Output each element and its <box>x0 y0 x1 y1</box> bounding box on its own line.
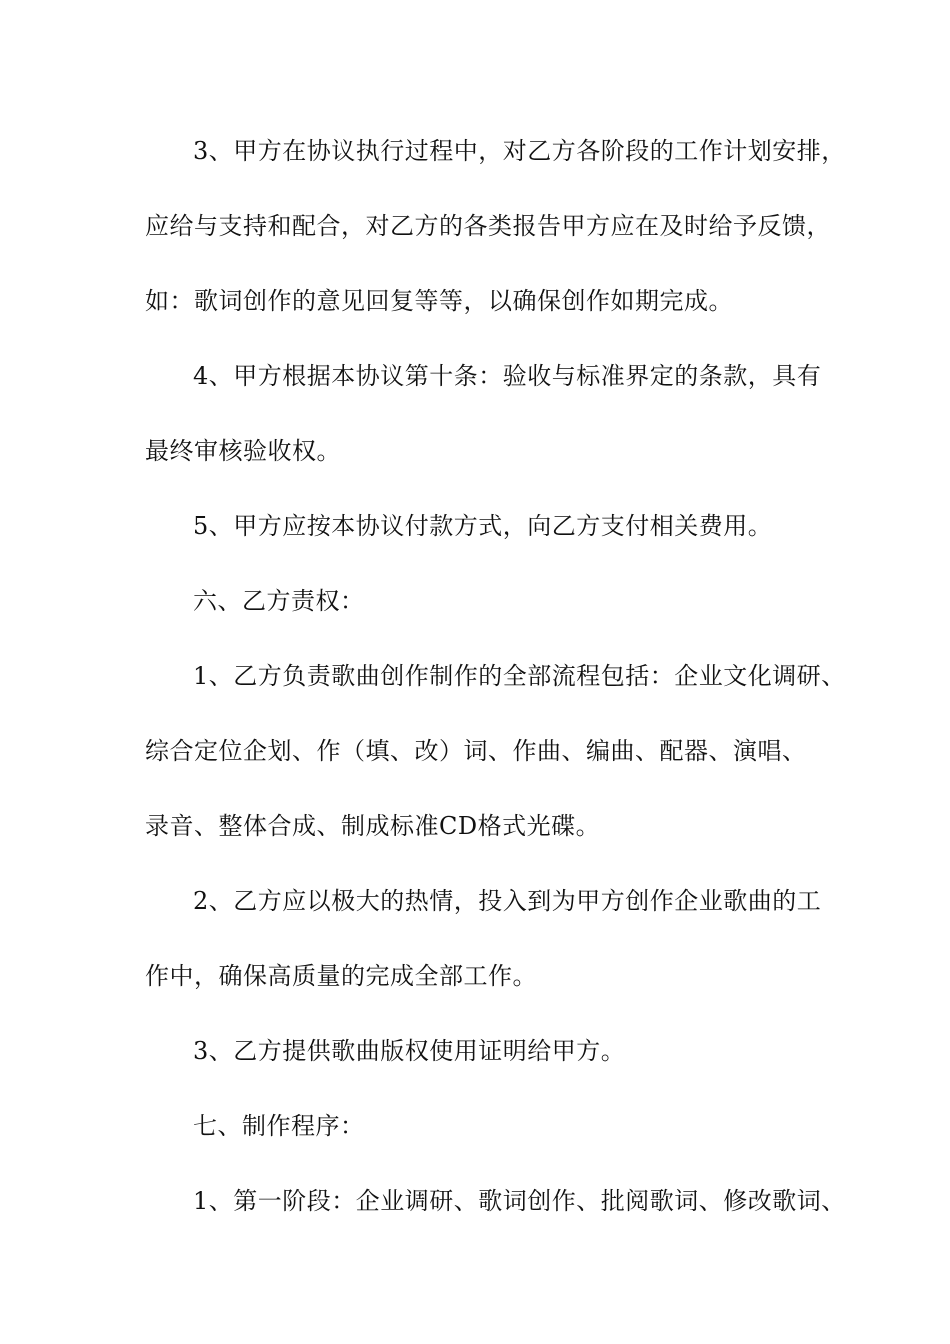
text-line-13: 3、乙方提供歌曲版权使用证明给甲方。 <box>193 1037 626 1065</box>
text-line-5: 最终审核验收权。 <box>145 437 341 465</box>
text-line-8: 1、乙方负责歌曲创作制作的全部流程包括：企业文化调研、 <box>193 662 846 690</box>
document-body <box>145 126 846 1251</box>
text-line-15: 1、第一阶段：企业调研、歌词创作、批阅歌词、修改歌词、 <box>193 1187 846 1215</box>
text-line-10: 录音、整体合成、制成标准CD格式光碟。 <box>145 812 601 840</box>
section-heading-procedure: 七、制作程序： <box>193 1112 365 1140</box>
text-line-3: 如：歌词创作的意见回复等等，以确保创作如期完成。 <box>145 287 733 315</box>
text-line-11: 2、乙方应以极大的热情，投入到为甲方创作企业歌曲的工 <box>193 887 822 915</box>
text-line-4: 4、甲方根据本协议第十条：验收与标准界定的条款，具有 <box>193 362 822 390</box>
text-line-6: 5、甲方应按本协议付款方式，向乙方支付相关费用。 <box>193 512 773 540</box>
text-line-12: 作中，确保高质量的完成全部工作。 <box>145 962 537 990</box>
text-line-2: 应给与支持和配合，对乙方的各类报告甲方应在及时给予反馈， <box>145 212 831 240</box>
section-heading-party-b: 六、乙方责权： <box>193 587 365 615</box>
text-line-9: 综合定位企划、作（填、改）词、作曲、编曲、配器、演唱、 <box>145 737 807 765</box>
text-line-1: 3、甲方在协议执行过程中，对乙方各阶段的工作计划安排， <box>193 137 846 165</box>
